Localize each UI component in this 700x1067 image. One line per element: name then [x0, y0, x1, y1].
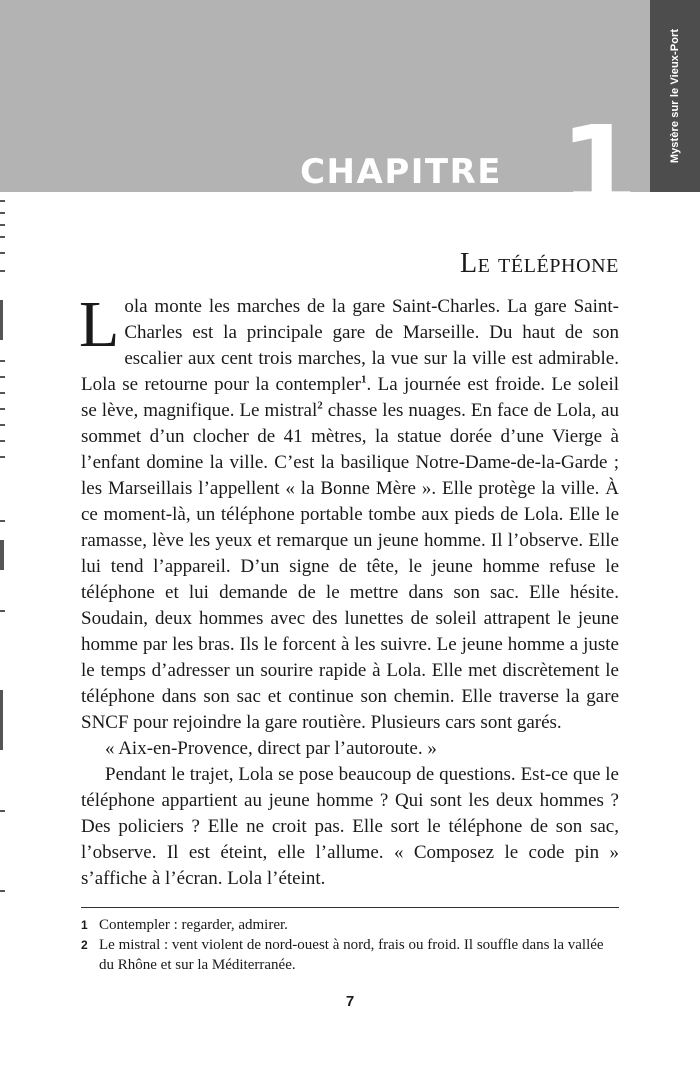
chapter-number: 1	[560, 103, 638, 233]
paragraph-2: « Aix-en-Provence, direct par l’autoroute. »	[105, 738, 437, 759]
chapter-title: Le téléphone	[459, 248, 619, 279]
side-tab-title: Mystère sur le Vieux-Port	[669, 28, 681, 164]
drop-cap: L	[79, 288, 120, 361]
paragraph-3: Pendant le trajet, Lola se pose beaucoup de questions. Est-ce que le téléphone appartient au jeune homme ? Qui sont les deux hommes ? Des policiers ? Elle ne croit pas. Elle sort le téléphone de son sac, l’observe. Il est éteint, elle l’allume. « Composez le code pin » s’affiche à l’écran. Lola l’éteint.	[81, 764, 619, 889]
footnote-1	[81, 915, 619, 935]
footnote-number: 1	[81, 918, 88, 932]
chapter-label: CHAPITRE	[300, 152, 502, 192]
page-edge-marks	[0, 190, 7, 950]
footnote-ref-2: 2	[317, 399, 323, 412]
page-number: 7	[345, 993, 355, 1010]
body-text	[79, 288, 620, 892]
footnote-text: Le mistral : vent violent de nord-ouest à nord, frais ou froid. Il souffle dans la vallée du Rhône et sur la Méditerranée.	[99, 937, 604, 973]
footnote-ref-1: 1	[360, 373, 367, 386]
footnote-divider	[81, 907, 619, 908]
footnote-2	[81, 935, 619, 975]
chapter-header-band	[0, 0, 650, 233]
side-tab	[650, 0, 700, 192]
paragraph-1: Lola monte les marches de la gare Saint-Charles. La gare Saint-Charles est la principale gare de Marseille. Du haut de son escalier aux cent trois marches, la vue sur la ville est admirable. Lola se retourne pour la contempler$^1$. La journée est froide. Le soleil se lève, magnifique. Le mistral$^2$ chasse les nuages. En face de Lola, au sommet d’un clocher de 41 mètres, la statue dorée d’une Vierge à l’enfant domine la ville. C’est la basilique Notre-Dame-de-la-Garde ; les Marseillais l’appellent « la Bonne Mère ». Elle protège la ville. À ce moment-là, un téléphone portable tombe aux pieds de Lola. Elle le ramasse, lève les yeux et remarque un jeune homme. Il l’observe. Elle lui tend l’appareil. D’un signe de tête, le jeune homme refuse le téléphone et lui demande de le mettre dans son sac. Elle hésite. Soudain, deux hommes avec des lunettes de soleil attrapent le jeune homme par les bras. Ils le forcent à les suivre. Le jeune homme a juste le temps d’adresser un sourire rapide à Lola. Elle met discrètement le téléphone dans son sac et continue son chemin. Elle traverse la gare SNCF pour rejoindre la gare routière. Plusieurs cars sont garés.	[79, 288, 620, 733]
footnote-number: 2	[81, 938, 88, 952]
footnotes	[81, 915, 619, 975]
footnote-text: Contempler : regarder, admirer.	[99, 917, 288, 933]
